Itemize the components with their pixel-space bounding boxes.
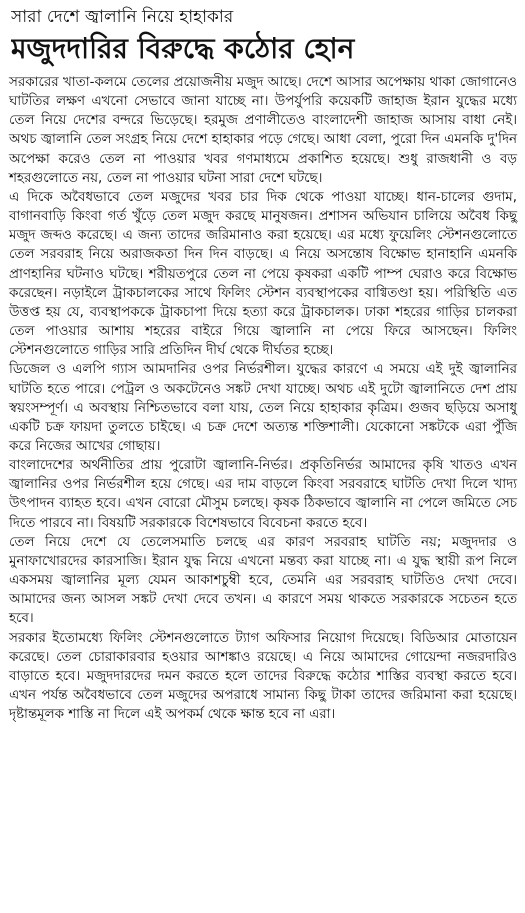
article-paragraph: সরকার ইতোমধ্যে ফিলিং স্টেশনগুলোতে ট্যাগ অফিসার নিয়োগ দিয়েছে। বিডিআর মোতায়েন করেছে। তেল চোরাকারবার হওয়ার আশঙ্কাও রয়েছে। এ নিয়ে আমাদের গোয়েন্দা নজরদারিও বাড়াতে হবে। মজুদদারদের দমন করতে হলে তাদের বিরুদ্ধে কঠোর শাস্তির ব্যবস্থা করতে হবে। এখন পর্যন্ত অবৈধভাবে তেল মজুদের অপরাধে সামান্য কিছু টাকা তাদের জরিমানা করা হয়েছে। দৃষ্টান্তমূলক শাস্তি না দিলে এই অপকর্ম থেকে ক্ষান্ত হবে না এরা। [9, 630, 517, 723]
article-kicker: সারা দেশে জ্বালানি নিয়ে হাহাকার [11, 7, 234, 27]
article-paragraph: সরকারের খাতা-কলমে তেলের প্রয়োজনীয় মজুদ আছে। দেশে আসার অপেক্ষায় থাকা জোগানেও ঘাটতির লক্ষণ এখনো সেভাবে জানা যাচ্ছে না। উপর্যুপরি কয়েকটি জাহাজ ইরান যুদ্ধের মধ্যে তেল নিয়ে দেশের বন্দরে ভিড়েছে। হরমুজ প্রণালীতেও বাংলাদেশী জাহাজ আসায় বাধা নেই। অথচ জ্বালানি তেল সংগ্রহ নিয়ে দেশে হাহাকার পড়ে গেছে। আধা বেলা, পুরো দিন এমনকি দু'দিন অপেক্ষা করেও তেল না পাওয়ার খবর গণমাধ্যমে প্রকাশিত হয়েছে। শুধু রাজধানী ও বড় শহরগুলোতে নয়, তেল না পাওয়ার ঘটনা সারা দেশে ঘটছে। [9, 75, 517, 186]
article-headline: মজুদদারির বিরুদ্ধে কঠোর হোন [11, 32, 355, 65]
article-paragraph: তেল নিয়ে দেশে যে তেলেসমাতি চলছে এর কারণ সরবরাহ ঘাটতি নয়; মজুদদার ও মুনাফাখোরদের কারসাজি। ইরান যুদ্ধ নিয়ে এখনো মন্তব্য করা যাচ্ছে না। এ যুদ্ধ স্থায়ী রূপ নিলে একসময় জ্বালানির মূল্য যেমন আকাশচুম্বী হবে, তেমনি এর সরবরাহ ঘাটতিও দেখা দেবে। আমাদের জন্য আসল সঙ্কট দেখা দেবে তখন। এ কারণে সময় থাকতে সরকারকে সচেতন হতে হবে। [9, 534, 517, 627]
article-paragraph: বাংলাদেশের অর্থনীতির প্রায় পুরোটা জ্বালানি-নির্ভর। প্রকৃতিনির্ভর আমাদের কৃষি খাতও এখন জ্বালানির ওপর নির্ভরশীল হয়ে গেছে। এর দাম বাড়লে কিংবা সরবরাহে ঘাটতি দেখা দিলে খাদ্য উৎপাদন ব্যাহত হবে। এখন বোরো মৌসুম চলছে। কৃষক ঠিকভাবে জ্বালানি না পেলে জমিতে সেচ দিতে পারবে না। বিষয়টি সরকারকে বিশেষভাবে বিবেচনা করতে হবে। [9, 458, 517, 531]
article-paragraph: এ দিকে অবৈধভাবে তেল মজুদের খবর চার দিক থেকে পাওয়া যাচ্ছে। ধান-চালের গুদাম, বাগানবাড়ি কিংবা গর্ত খুঁড়ে তেল মজুদ করছে মানুষজন। প্রশাসন অভিযান চালিয়ে অবৈধ কিছু মজুদ জব্দও করেছে। এ জন্য তাদের জরিমানাও করা হয়েছে। এর মধ্যে ফুয়েলিং স্টেশনগুলোতে তেল সরবরাহ নিয়ে অরাজকতা দিন দিন বাড়ছে। এ নিয়ে অসন্তোষ বিক্ষোভ হানাহানি এমনকি প্রাণহানির ঘটনাও ঘটছে। শরীয়তপুরে তেল না পেয়ে কৃষকরা একটি পাম্প ঘেরাও করে বিক্ষোভ করেছেন। নড়াইলে ট্রাকচালকের সাথে ফিলিং স্টেশন ব্যবস্থাপকের বাগ্বিতণ্ডা হয়। পরিস্থিতি এত উত্তপ্ত হয় যে, ব্যবস্থাপককে ট্রাকচাপা দিয়ে হত্যা করে ট্রাকচালক। ঢাকা শহরের গাড়ির চালকরা তেল পাওয়ার আশায় শহরের বাইরে গিয়ে জ্বালানি না পেয়ে ফিরে আসছেন। ফিলিং স্টেশনগুলোতে গাড়ির সারি প্রতিদিন দীর্ঘ থেকে দীর্ঘতর হচ্ছে। [9, 189, 517, 359]
article-body [9, 73, 517, 724]
article-paragraph: ডিজেল ও এলপি গ্যাস আমদানির ওপর নির্ভরশীল। যুদ্ধের কারণে এ সময়ে এই দুই জ্বালানির ঘাটতি হতে পারে। পেট্রল ও অকটেনেও সঙ্কট দেখা যাচ্ছে। অথচ এই দুটো জ্বালানিতে দেশ প্রায় স্বয়ংসম্পূর্ণ। এ অবস্থায় নিশ্চিতভাবে বলা যায়, তেল নিয়ে হাহাকার কৃত্রিম। গুজব ছড়িয়ে অসাধু একটি চক্র ফায়দা তুলতে চাইছে। এ চক্র দেশে অত্যন্ত শক্তিশালী। যেকোনো সঙ্কটকে এরা পুঁজি করে নিজের আখের গোছায়। [9, 362, 518, 454]
